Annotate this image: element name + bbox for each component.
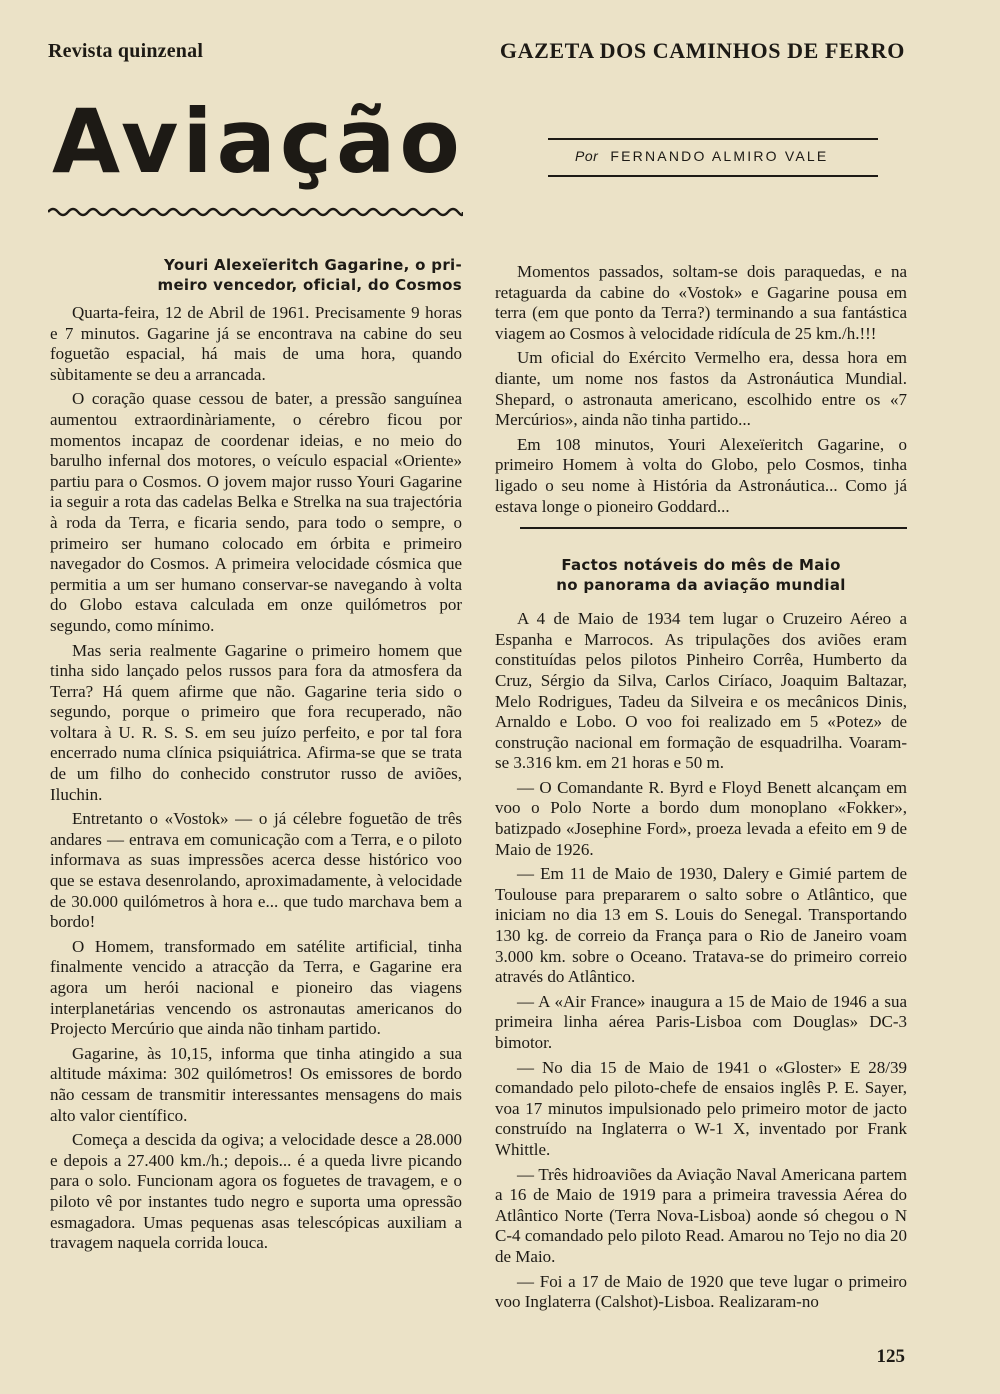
article-paragraph: — Três hidroaviões da Aviação Naval Americana partem a 16 de Maio de 1919 para a primeira travessia Aérea do Atlântico Norte (Terra Nova-Lisboa) aonde só chegou o N C-4 comandado pelo piloto Read. Amarou no Tejo no dia 20 de Maio. (495, 1164, 907, 1266)
section-divider (520, 527, 907, 529)
article-title-line: no panorama da aviação mundial (556, 576, 846, 595)
article-paragraph: Em 108 minutos, Youri Alexeïeritch Gagarine, o primeiro Homem à volta do Globo, pelo Cosmos, tinha ligado o seu nome à História da Astronáutica... Como já estava longe o pioneiro Goddard... (495, 434, 907, 516)
article-paragraph: Mas seria realmente Gagarine o primeiro homem que tinha sido lançado pelos russos para fora da atmosfera da Terra? Há quem afirme que não. Gagarine teria sido o segundo, porque o primeiro que fora recuperado, não voltara à U. R. S. S. em seu juízo perfeito, e por tal fora encerrado numa clínica psiquiátrica. Afirma-se que se trata de um filho do conhecido construtor russo de aviões, Iluchin. (50, 640, 462, 804)
article-paragraph: Um oficial do Exército Vermelho era, dessa hora em diante, um nome nos fastos da Astronáutica Mundial. Shepard, o astronauta americano, escolhido entre os «7 Mercúrios», ainda não tinha partido... (495, 348, 907, 430)
article-title-line: Youri Alexeïeritch Gagarine, o pri- (164, 256, 462, 274)
article-paragraph: Momentos passados, soltam-se dois paraquedas, e na retaguarda da cabine do «Vostok» e Gagarine pousa em terra (em que ponto da Terra?) terminando a sua fantástica viagem ao Cosmos à velocidade ridícula de 25 km./h.!!! (495, 262, 907, 343)
byline-prefix: Por (575, 148, 599, 164)
left-column (50, 255, 462, 1258)
byline-top-rule (548, 138, 878, 140)
article-paragraph: Começa a descida da ogiva; a velocidade desce a 28.000 e depois a 27.400 km./h.; depois... é a queda livre picando para o solo. Funcionam agora os foguetes de travagem, e o piloto vê por instantes tudo negro e suporta uma opressão esmagadora. Umas pequenas asas telescópicas auxiliam a travagem naquela corrida louca. (50, 1130, 462, 1253)
right-column (495, 262, 907, 1317)
article-paragraph: O Homem, transformado em satélite artificial, tinha finalmente vencido a atracção da Terra, e Gagarine era agora um herói nacional e pioneiro das viagens interplanetárias vencendo os astronautas americanos do Projecto Mercúrio que ainda não tinham partido. (50, 936, 462, 1039)
article-paragraph: Entretanto o «Vostok» — o já célebre foguetão de três andares — entrava em comunicação com a Terra, e o piloto informava as suas impressões acerca desse histórico voo que se estava desenrolando, aproximadamente, à velocidade de 30.000 quilómetros à hora e... que tudo marchava bem a bordo! (50, 809, 462, 932)
article-title-gagarine (50, 255, 462, 295)
page-number: 125 (876, 1346, 905, 1367)
byline-bottom-rule (548, 175, 878, 177)
byline (575, 148, 828, 164)
article-paragraph: — No dia 15 de Maio de 1941 o «Gloster» E 28/39 comandado pelo piloto-chefe de ensaios inglês P. E. Sayer, voa 17 minutos impulsionado pelo primeiro motor de jacto construído na Inglaterra o W-1 X, inventado por Frank Whittle. (495, 1057, 907, 1159)
article-title-line: meiro vencedor, oficial, do Cosmos (157, 276, 462, 294)
section-masthead: Aviação (52, 90, 464, 193)
publication-title: GAZETA DOS CAMINHOS DE FERRO (499, 38, 905, 63)
decorative-wavy-rule (48, 206, 463, 218)
article-title-may-facts (495, 555, 907, 595)
article-paragraph: — Em 11 de Maio de 1930, Dalery e Gimié partem de Toulouse para prepararem o salto sobre o Atlântico, que iniciam no dia 13 em S. Louis do Senegal. Transportando 130 kg. de correio da França para o Rio de Janeiro voam 3.000 km. sobre o Oceano. Tratava-se do primeiro correio através do Atlântico. (495, 864, 907, 987)
article-paragraph: A 4 de Maio de 1934 tem lugar o Cruzeiro Aéreo a Espanha e Marrocos. As tripulações dos aviões eram constituídas pelos pilotos Pinheiro Corrêa, Humberto da Cruz, Sérgio da Silva, Carlos Ciríaco, Joaquim Baltazar, Melo Rodrigues, Tadeu da Silveira e os mecânicos Dinis, Arnaldo e Lobo. O voo foi realizado em 5 «Potez» de construção nacional em formação de esquadrilha. Voaram-se 3.316 km. em 21 horas e 50 m. (495, 609, 907, 773)
article-paragraph: — O Comandante R. Byrd e Floyd Benett alcançam em voo o Polo Norte a bordo dum monoplano «Fokker», batizpado «Josephine Ford», proeza levada a efeito em 9 de Maio de 1926. (495, 777, 907, 859)
publication-frequency: Revista quinzenal (48, 40, 204, 62)
byline-author: FERNANDO ALMIRO VALE (610, 148, 829, 164)
article-paragraph: — Foi a 17 de Maio de 1920 que teve lugar o primeiro voo Inglaterra (Calshot)-Lisboa. Realizaram-no (495, 1271, 907, 1312)
article-title-line: Factos notáveis do mês de Maio (561, 556, 841, 575)
article-paragraph: Gagarine, às 10,15, informa que tinha atingido a sua altitude máxima: 302 quilómetros! Os emissores de bordo não cessam de transmitir interessantes mensagens do mais alto valor científico. (50, 1043, 462, 1125)
article-paragraph: O coração quase cessou de bater, a pressão sanguínea aumentou extraordinàriamente, o cérebro ficou por momentos incapaz de coordenar ideias, e no meio do barulho infernal dos motores, o veículo espacial «Oriente» partiu para o Cosmos. O jovem major russo Youri Gagarine ia seguir a rota das cadelas Belka e Strelka na sua trajectória à roda da Terra, e ficaria sendo, para todo o sempre, o primeiro ser humano colocado em órbita e primeiro navegador do Cosmos. A primeira velocidade cósmica que permitia a um ser humano conservar-se navegando à volta do Globo estava calculada em onze quilómetros por segundo, como mínimo. (50, 389, 462, 635)
article-paragraph: Quarta-feira, 12 de Abril de 1961. Precisamente 9 horas e 7 minutos. Gagarine já se encontrava na cabine do seu foguetão espacial, há mais de uma hora, quando sùbitamente se deu a arrancada. (50, 303, 462, 384)
article-paragraph: — A «Air France» inaugura a 15 de Maio de 1946 a sua primeira linha aérea Paris-Lisboa com Douglas» DC-3 bimotor. (495, 991, 907, 1052)
